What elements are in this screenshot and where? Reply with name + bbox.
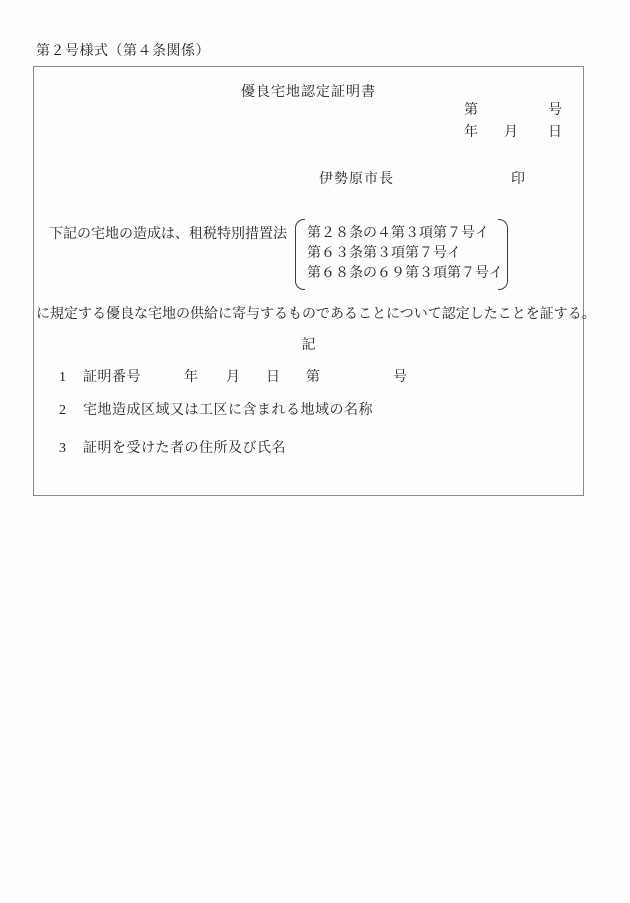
left-bracket [295,219,305,290]
doc-number-suffix: 号 [548,103,562,118]
item-2-label: 宅地造成区域又は工区に含まれる地域の名称 [83,403,373,418]
item-1-number: 1 [59,370,66,385]
law-clause-1: 第２８条の４第３項第７号イ [307,226,489,241]
date-day-label: 日 [548,125,562,140]
item-1-number-suffix: 号 [393,370,407,385]
item-1-year-label: 年 [184,370,198,385]
note-heading: 記 [301,338,316,353]
item-3-label: 証明を受けた者の住所及び氏名 [83,441,286,456]
law-clause-3: 第６８条の６９第３項第７号イ [307,266,503,281]
date-year-label: 年 [464,125,478,140]
issuer-name: 伊勢原市長 [319,172,394,187]
date-month-label: 月 [504,125,518,140]
right-bracket [498,219,508,290]
doc-number-prefix: 第 [464,103,478,118]
law-clause-list [307,224,503,284]
form-number-label: 第２号様式（第４条関係） [36,44,210,59]
law-clause-2: 第６３条第３項第７号イ [307,246,461,261]
item-1-number-prefix: 第 [306,370,320,385]
item-1-month-label: 月 [226,370,240,385]
body-outro-text: に規定する優良な宅地の供給に寄与するものであることについて認定したことを証する。 [36,307,596,322]
item-3-number: 3 [59,441,66,456]
item-2-number: 2 [59,403,66,418]
item-1-day-label: 日 [266,370,280,385]
certificate-title: 優良宅地認定証明書 [241,85,376,100]
certificate-box [33,66,596,496]
seal-mark: 印 [511,172,525,187]
body-intro-text: 下記の宅地の造成は、租税特別措置法 [49,227,287,242]
item-1-label: 証明番号 [83,370,141,385]
